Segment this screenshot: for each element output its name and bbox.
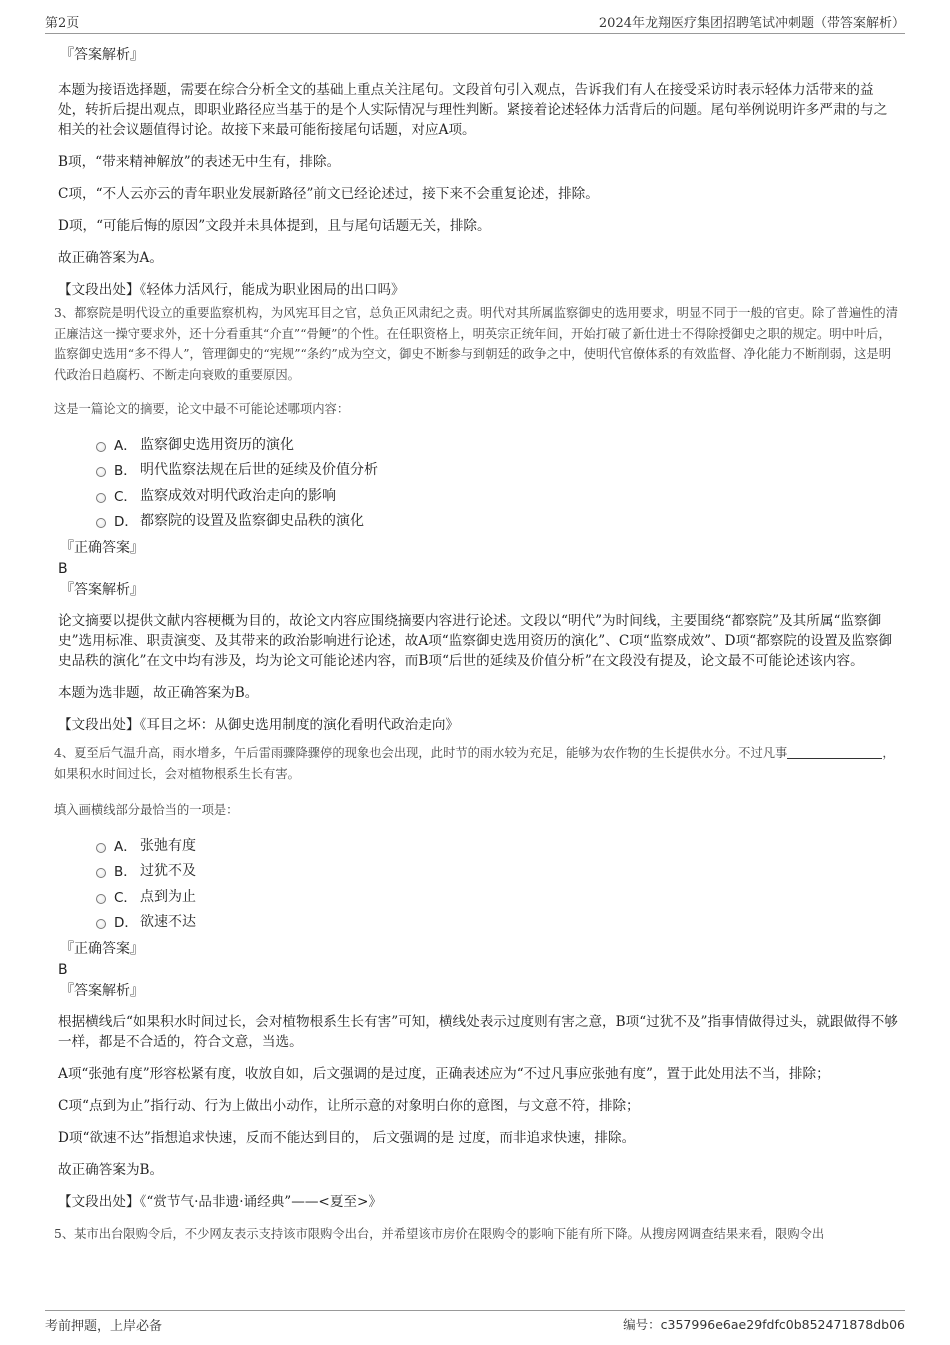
correct-answer: B	[58, 962, 68, 978]
question-3-prompt: 这是一篇论文的摘要，论文中最不可能论述哪项内容：	[54, 402, 350, 416]
option-a[interactable]: A． 监察御史选用资历的演化	[96, 431, 902, 457]
analysis-section	[54, 80, 902, 268]
document-code: 编号：c357996e6ae29fdfc0b852471878db06	[623, 1317, 905, 1332]
analysis-label: 『答案解析』	[60, 47, 144, 63]
analysis-paragraph: D项，“可能后悔的原因”文段并未具体提到，且与尾句话题无关，排除。	[58, 218, 491, 234]
correct-answer: B	[58, 561, 68, 577]
radio-button[interactable]	[96, 518, 106, 528]
option-c[interactable]: C． 点到为止	[96, 883, 902, 909]
page-number: 第2页	[45, 16, 80, 31]
analysis-paragraph: A项“张弛有度”形容松紧有度，收放自如，后文强调的是过度，正确表述应为“不过凡事应张弛有度”，置于此处用法不当，排除；	[58, 1066, 830, 1082]
radio-button[interactable]	[96, 493, 106, 503]
option-c[interactable]: C． 监察成效对明代政治走向的影响	[96, 482, 902, 508]
question-4-options	[54, 832, 902, 934]
analysis-paragraph: D项“欲速不达”指想追求快速，反而不能达到目的， 后文强调的是 过度，而非追求快速，排除。	[58, 1130, 636, 1146]
radio-button[interactable]	[96, 467, 106, 477]
analysis-paragraph: 本题为选非题，故正确答案为B。	[58, 685, 259, 701]
question-3-text: 3、都察院是明代设立的重要监察机构，为风宪耳目之官，总负正风肃纪之责。明代对其所属监察御史的选用要求，明显不同于一般的官吏。除了普遍性的清正廉洁这一操守要求外，还十分看重其“介直”“骨鲠”的个性。在任职资格上，明英宗正统年间，开始打破了新仕进士不得除授御史之职的规定。明中叶后，监察御史选用“多不得人”，管理御史的“宪规”“条约”成为空文，御史不断参与到朝廷的政争之中，使明代官僚体系的有效监督、净化能力不断削弱，这是明代政治日趋腐朽、不断走向衰败的重要原因。	[54, 306, 899, 382]
analysis-label: 『答案解析』	[60, 983, 144, 999]
radio-button[interactable]	[96, 843, 106, 853]
analysis-paragraph: B项，“带来精神解放”的表述无中生有，排除。	[58, 154, 341, 170]
page-footer	[45, 1310, 905, 1336]
source-citation: 【文段出处】《耳目之坏：从御史选用制度的演化看明代政治走向》	[58, 717, 460, 733]
analysis-paragraph: 故正确答案为B。	[58, 1162, 164, 1178]
question-3-options	[54, 431, 902, 533]
page-header	[45, 12, 905, 34]
page-content	[54, 44, 902, 1245]
analysis-paragraph: 本题为接语选择题，需要在综合分析全文的基础上重点关注尾句。文段首句引入观点，告诉我们有人在接受采访时表示轻体力活带来的益处，转折后提出观点，即职业路径应当基于的是个人实际情况与理性判断。紧接着论述轻体力活背后的问题。尾句举例说明许多严肃的与之相关的社会议题值得讨论。故接下来最可能衔接尾句话题，对应A项。	[58, 82, 888, 138]
option-b[interactable]: B． 过犹不及	[96, 858, 902, 884]
question-5-text: 5、某市出台限购令后，不少网友表示支持该市限购令出台，并希望该市房价在限购令的影响下能有所下降。从搜房网调查结果来看，限购令出	[54, 1227, 825, 1241]
source-citation: 【文段出处】《“赏节气·品非遗·诵经典”——<夏至>》	[58, 1194, 382, 1210]
analysis-section	[54, 1012, 902, 1180]
fill-in-blank	[787, 745, 882, 759]
analysis-label: 『答案解析』	[60, 582, 144, 598]
radio-button[interactable]	[96, 919, 106, 929]
question-4-text: 4、夏至后气温升高，雨水增多，午后雷雨骤降骤停的现象也会出现，此时节的雨水较为充足，能够为农作物的生长提供水分。不过凡事 ，如果积水时间过长，会对植物根系生长有害。	[54, 746, 895, 781]
radio-button[interactable]	[96, 894, 106, 904]
analysis-paragraph: 故正确答案为A。	[58, 250, 163, 266]
question-4-prompt: 填入画横线部分最恰当的一项是：	[54, 803, 239, 817]
analysis-section	[54, 611, 902, 703]
document-title: 2024年龙翔医疗集团招聘笔试冲刺题（带答案解析）	[598, 16, 905, 31]
option-b[interactable]: B． 明代监察法规在后世的延续及价值分析	[96, 457, 902, 483]
analysis-paragraph: 根据横线后“如果积水时间过长，会对植物根系生长有害”可知，横线处表示过度则有害之意，B项“过犹不及”指事情做得过头，就跟做得不够一样，都是不合适的，符合文意，当选。	[58, 1014, 898, 1050]
correct-answer-label: 『正确答案』	[60, 540, 144, 556]
source-citation: 【文段出处】《轻体力活风行，能成为职业困局的出口吗》	[58, 282, 405, 298]
option-d[interactable]: D． 欲速不达	[96, 909, 902, 935]
analysis-paragraph: C项“点到为止”指行动、行为上做出小动作，让所示意的对象明白你的意图，与文意不符，排除；	[58, 1098, 640, 1114]
radio-button[interactable]	[96, 442, 106, 452]
analysis-paragraph: C项，“不人云亦云的青年职业发展新路径”前文已经论述过，接下来不会重复论述，排除。	[58, 186, 599, 202]
radio-button[interactable]	[96, 868, 106, 878]
analysis-paragraph: 论文摘要以提供文献内容梗概为目的，故论文内容应围绕摘要内容进行论述。文段以“明代”为时间线，主要围绕“都察院”及其所属“监察御史”选用标准、职责演变、及其带来的政治影响进行论述，故A项“监察御史选用资历的演化”、C项“监察成效”、D项“都察院的设置及监察御史品秩的演化”在文中均有涉及，均为论文可能论述内容，而B项“后世的延续及价值分析”在文段没有提及，论文最不可能论述该内容。	[58, 613, 893, 669]
option-a[interactable]: A． 张弛有度	[96, 832, 902, 858]
option-d[interactable]: D． 都察院的设置及监察御史品秩的演化	[96, 508, 902, 534]
correct-answer-label: 『正确答案』	[60, 941, 144, 957]
footer-slogan: 考前押题，上岸必备	[45, 1319, 163, 1334]
